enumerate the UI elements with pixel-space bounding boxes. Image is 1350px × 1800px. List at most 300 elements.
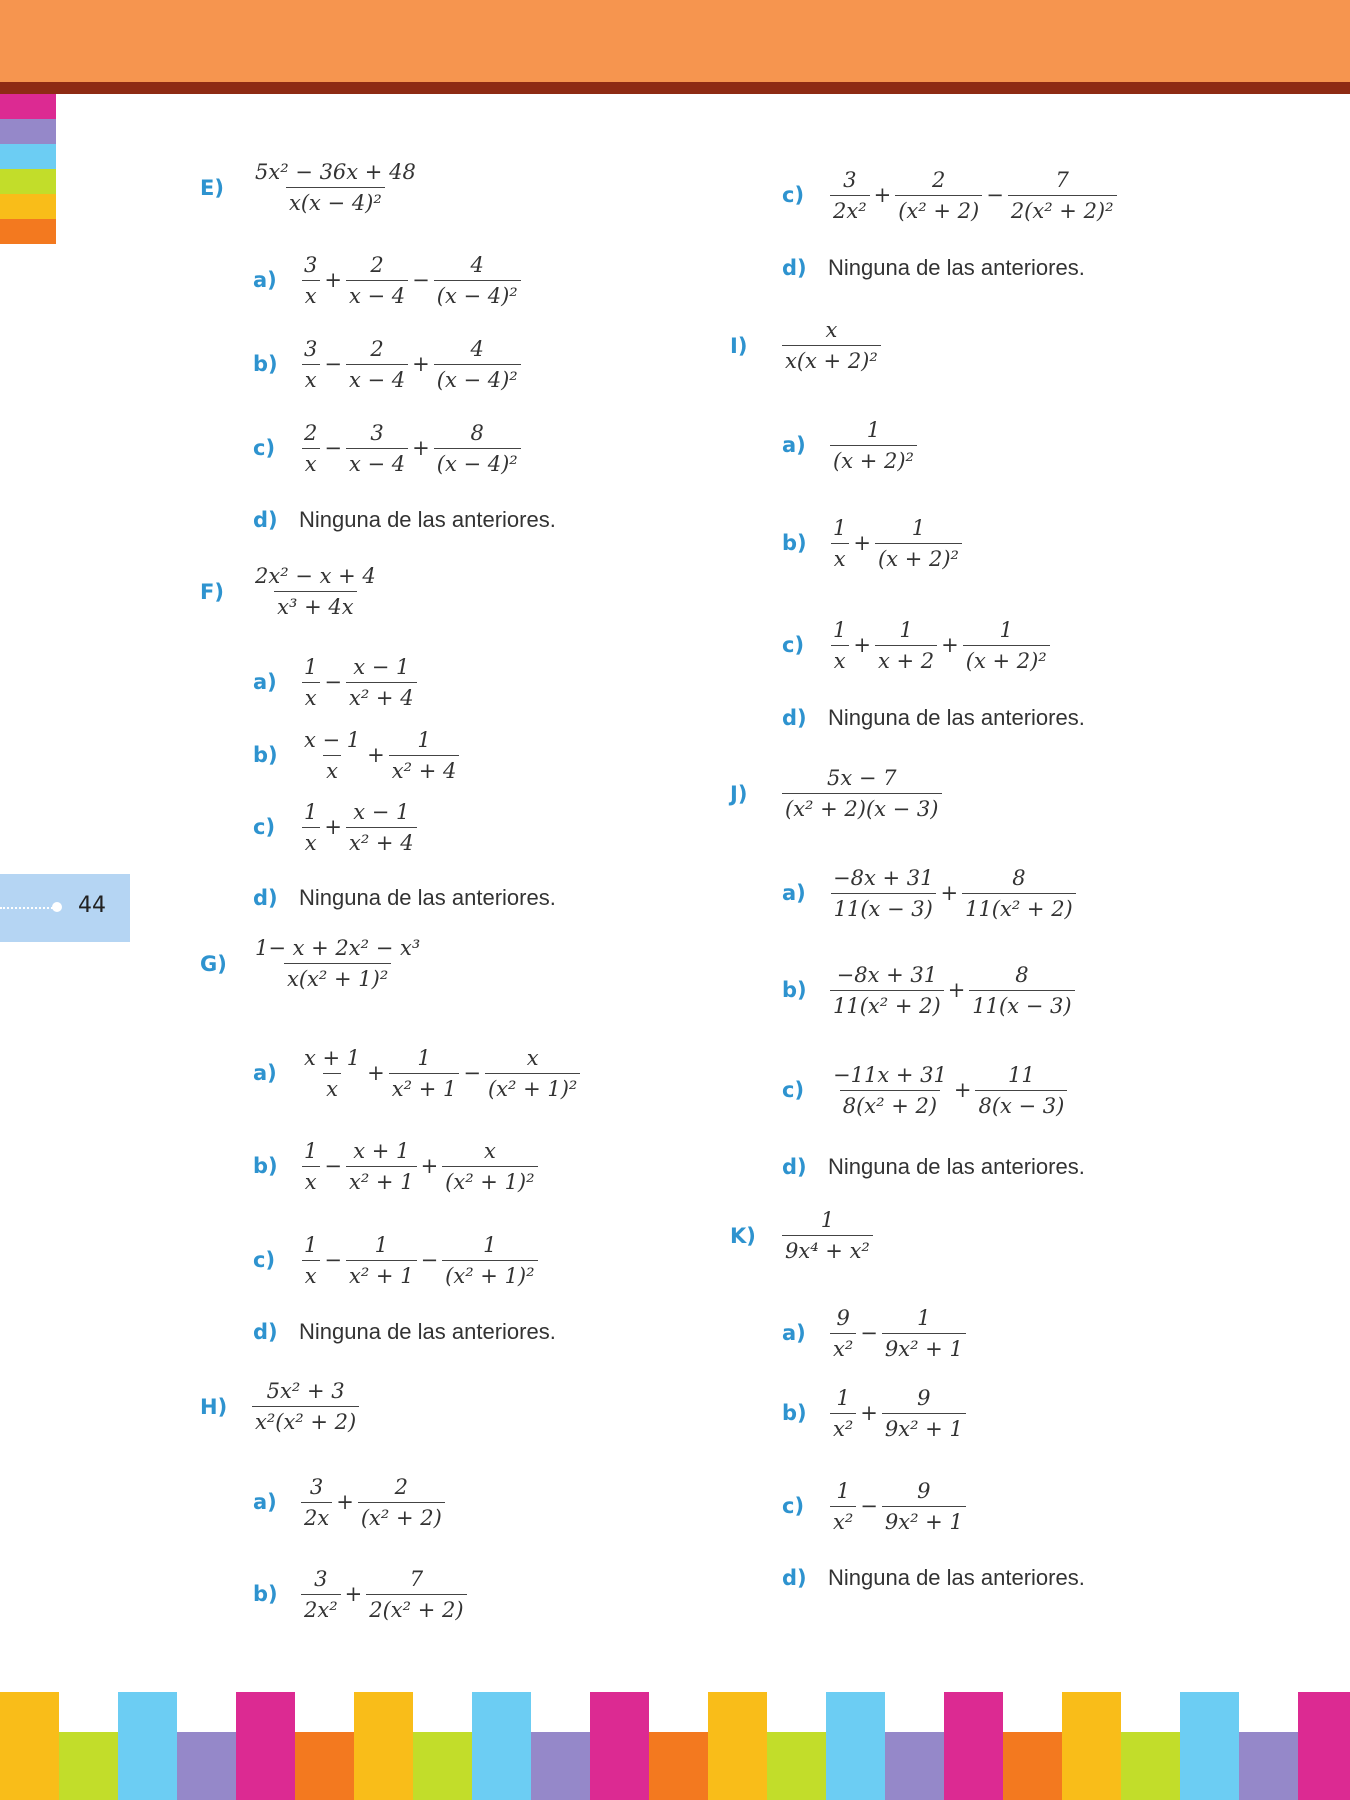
term-numerator: 3 — [304, 252, 318, 277]
option-expression — [299, 337, 523, 392]
term-numerator: x — [483, 1138, 496, 1163]
option-expression — [299, 655, 419, 710]
problem-numerator: 5x² + 3 — [266, 1379, 345, 1403]
operator: − — [324, 670, 342, 694]
option-label: d) — [253, 1320, 278, 1344]
option-label: d) — [253, 886, 278, 910]
term-denominator: (x + 2)² — [963, 645, 1050, 673]
option-label: a) — [782, 881, 806, 905]
problem-fraction — [252, 936, 423, 991]
term-numerator: 1 — [417, 727, 431, 752]
term-denominator: x — [302, 682, 320, 710]
option-expression — [299, 421, 523, 476]
term-numerator: 1 — [911, 515, 926, 540]
term-numerator: 1 — [483, 1232, 497, 1257]
operator: + — [336, 1490, 354, 1514]
term-numerator: 1 — [304, 1138, 318, 1163]
option-expression — [299, 800, 419, 855]
operator: + — [324, 268, 342, 292]
term-numerator: x + 1 — [304, 1045, 361, 1070]
term-fraction — [830, 516, 849, 571]
option-label: b) — [782, 531, 807, 555]
term-fraction — [346, 337, 408, 392]
option-label: b) — [253, 352, 278, 376]
operator: − — [420, 1248, 439, 1272]
stripe — [885, 1732, 944, 1800]
term-fraction — [830, 1306, 856, 1361]
stripe — [177, 1732, 236, 1800]
stripe — [708, 1692, 767, 1800]
term-fraction — [1008, 168, 1117, 223]
problem-label: I) — [730, 333, 748, 358]
stripe — [295, 1732, 354, 1800]
term-fraction — [389, 1046, 460, 1101]
option-d — [782, 234, 1085, 302]
problem-denominator: x(x − 4)² — [286, 187, 385, 215]
term-fraction — [882, 1306, 966, 1361]
term-denominator: 8(x² + 2) — [840, 1090, 940, 1118]
term-denominator: 2(x² + 2) — [366, 1594, 466, 1622]
term-numerator: 3 — [304, 336, 318, 361]
option-label: c) — [253, 1248, 276, 1272]
term-fraction — [963, 618, 1050, 673]
term-numerator: 9 — [917, 1478, 931, 1503]
option-a — [253, 246, 523, 314]
term-denominator: 2(x² + 2)² — [1008, 195, 1117, 223]
term-numerator: 3 — [370, 420, 384, 445]
option-text: Ninguna de las anteriores. — [828, 1565, 1085, 1590]
term-denominator: x — [831, 543, 849, 571]
option-text: Ninguna de las anteriores. — [828, 1154, 1085, 1179]
operator: − — [324, 436, 342, 460]
term-numerator: x − 1 — [304, 727, 361, 752]
operator: − — [986, 183, 1004, 207]
option-label: a) — [253, 670, 277, 694]
stripe — [531, 1732, 590, 1800]
problem-fraction — [782, 1208, 873, 1263]
option-expression — [828, 1479, 968, 1534]
option-d — [253, 1298, 556, 1366]
header-band — [0, 0, 1350, 82]
term-fraction — [830, 618, 849, 673]
term-denominator: x² + 1 — [346, 1260, 417, 1288]
option-c — [782, 161, 1119, 229]
term-numerator: 1 — [304, 654, 318, 679]
term-denominator: x + 2 — [875, 645, 937, 673]
term-fraction — [895, 168, 982, 223]
term-denominator: 11(x² + 2) — [962, 893, 1076, 921]
operator: − — [860, 1494, 878, 1518]
term-denominator: x — [302, 1166, 320, 1194]
problem-expression — [250, 160, 421, 215]
term-fraction — [485, 1046, 580, 1101]
term-numerator: 1 — [833, 515, 847, 540]
problem-label: F) — [200, 579, 224, 604]
problem-label: E) — [200, 175, 224, 200]
term-numerator: 8 — [1015, 962, 1029, 987]
term-fraction — [301, 337, 320, 392]
term-numerator: x − 1 — [353, 654, 410, 679]
term-numerator: x — [526, 1045, 539, 1070]
page-number-box — [0, 874, 130, 942]
term-denominator: x² — [830, 1506, 856, 1534]
term-fraction — [301, 800, 320, 855]
term-denominator: x² + 1 — [389, 1073, 460, 1101]
header-line — [0, 82, 1350, 94]
problem-label: G) — [200, 951, 227, 976]
option-b — [253, 330, 523, 398]
term-fraction — [389, 728, 460, 783]
option-d — [253, 486, 556, 554]
option-expression — [828, 963, 1077, 1018]
term-denominator: x — [831, 645, 849, 673]
stripe — [826, 1692, 885, 1800]
term-fraction — [301, 1475, 332, 1530]
problem-numerator: 5x² − 36x + 48 — [255, 160, 416, 184]
operator: + — [940, 881, 959, 905]
option-expression — [299, 1567, 469, 1622]
option-d — [782, 1544, 1085, 1612]
term-denominator: x² + 4 — [346, 682, 417, 710]
term-numerator: 8 — [1012, 865, 1026, 890]
option-a — [253, 1039, 582, 1107]
option-expression — [828, 516, 964, 571]
problem-label: K) — [730, 1223, 756, 1248]
term-numerator: 3 — [309, 1474, 324, 1499]
option-label: c) — [782, 1494, 805, 1518]
option-text: Ninguna de las anteriores. — [828, 255, 1085, 280]
operator: − — [463, 1061, 481, 1085]
term-fraction — [434, 337, 521, 392]
stripe — [944, 1692, 1003, 1800]
term-denominator: (x² + 2) — [358, 1502, 445, 1530]
option-expression — [828, 618, 1052, 673]
problem-expression — [250, 936, 425, 991]
operator: + — [873, 183, 892, 207]
option-label: b) — [253, 1582, 278, 1606]
option-b — [782, 1379, 968, 1447]
stripe — [649, 1732, 708, 1800]
term-numerator: 4 — [470, 252, 484, 277]
term-numerator: 1 — [999, 617, 1013, 642]
operator: + — [367, 743, 385, 767]
option-expression — [299, 1475, 447, 1530]
term-fraction — [346, 800, 417, 855]
term-denominator: 9x² + 1 — [882, 1506, 966, 1534]
stripe — [236, 1692, 295, 1800]
option-label: d) — [782, 256, 807, 280]
term-denominator: (x − 4)² — [434, 280, 521, 308]
term-fraction — [301, 1567, 341, 1622]
term-fraction — [366, 1567, 466, 1622]
term-fraction — [830, 418, 917, 473]
option-expression — [828, 168, 1119, 223]
option-expression — [299, 253, 523, 308]
problem-denominator: x²(x² + 2) — [252, 1406, 359, 1434]
option-label: c) — [253, 815, 276, 839]
term-fraction — [875, 516, 962, 571]
term-denominator: 2x² — [301, 1594, 341, 1622]
problem-g — [200, 936, 425, 991]
term-denominator: 11(x − 3) — [969, 990, 1074, 1018]
term-fraction — [830, 1063, 950, 1118]
leader-dot — [52, 902, 62, 912]
term-denominator: x − 4 — [346, 448, 408, 476]
stripe — [472, 1692, 531, 1800]
operator: − — [324, 1248, 342, 1272]
term-denominator: x — [302, 448, 320, 476]
term-fraction — [301, 253, 320, 308]
option-label: b) — [253, 1154, 278, 1178]
operator: + — [344, 1582, 363, 1606]
option-c — [253, 1226, 540, 1294]
operator: − — [324, 352, 342, 376]
problem-f — [200, 564, 381, 619]
option-a — [782, 1299, 968, 1367]
problem-numerator: 2x² − x + 4 — [255, 564, 376, 588]
term-fraction — [434, 253, 521, 308]
option-expression — [828, 418, 919, 473]
term-numerator: 7 — [1055, 167, 1069, 192]
option-label: b) — [253, 743, 278, 767]
problem-denominator: x³ + 4x — [274, 591, 356, 619]
option-expression — [828, 1306, 968, 1361]
term-denominator: x² — [830, 1413, 856, 1441]
stripe — [413, 1732, 472, 1800]
stripe — [59, 1732, 118, 1800]
option-b — [782, 509, 964, 577]
term-numerator: 8 — [470, 420, 484, 445]
term-numerator: 4 — [470, 336, 484, 361]
term-fraction — [975, 1063, 1067, 1118]
term-numerator: −8x + 31 — [836, 962, 938, 987]
problem-numerator: 5x − 7 — [826, 766, 897, 790]
problem-i — [730, 318, 883, 373]
term-denominator: (x − 4)² — [434, 364, 521, 392]
term-numerator: 2 — [304, 420, 318, 445]
operator: + — [941, 633, 959, 657]
term-fraction — [301, 421, 320, 476]
problem-denominator: x(x² + 1)² — [284, 963, 391, 991]
term-fraction — [301, 1046, 363, 1101]
term-numerator: x + 1 — [353, 1138, 410, 1163]
term-fraction — [442, 1233, 537, 1288]
problem-numerator: x — [825, 318, 838, 342]
operator: − — [860, 1321, 878, 1345]
problem-numerator: 1 — [820, 1208, 835, 1232]
term-numerator: 1 — [833, 617, 847, 642]
term-numerator: 1 — [866, 417, 881, 442]
term-denominator: x² + 4 — [346, 827, 417, 855]
problem-fraction — [252, 1379, 359, 1434]
term-fraction — [882, 1479, 966, 1534]
option-d — [782, 684, 1085, 752]
option-b — [253, 1132, 540, 1200]
term-numerator: 1 — [836, 1385, 850, 1410]
option-expression — [299, 1139, 540, 1194]
term-denominator: x — [302, 280, 320, 308]
term-denominator: (x² + 1)² — [442, 1260, 537, 1288]
term-numerator: −11x + 31 — [833, 1062, 947, 1087]
term-denominator: 2x² — [830, 195, 870, 223]
term-fraction — [875, 618, 937, 673]
term-fraction — [346, 1139, 417, 1194]
term-fraction — [830, 866, 936, 921]
option-c — [253, 793, 419, 861]
term-denominator: x − 4 — [346, 364, 408, 392]
problem-h — [200, 1379, 361, 1434]
term-numerator: 2 — [370, 336, 384, 361]
option-label: a) — [782, 1321, 806, 1345]
stripe — [1298, 1692, 1350, 1800]
option-text: Ninguna de las anteriores. — [299, 507, 556, 532]
problem-k — [730, 1208, 875, 1263]
problem-e — [200, 160, 421, 215]
option-label: a) — [253, 1490, 277, 1514]
term-numerator: 1 — [899, 617, 913, 642]
option-text: Ninguna de las anteriores. — [299, 885, 556, 910]
term-fraction — [962, 866, 1076, 921]
problem-fraction — [782, 318, 881, 373]
term-fraction — [301, 1233, 320, 1288]
term-numerator: 1 — [374, 1232, 388, 1257]
bottom-stripes — [0, 1692, 1350, 1800]
term-fraction — [346, 253, 408, 308]
problem-fraction — [252, 564, 379, 619]
option-label: b) — [782, 978, 807, 1002]
term-denominator: (x − 4)² — [434, 448, 521, 476]
problem-expression — [780, 318, 883, 373]
stripe — [118, 1692, 177, 1800]
term-fraction — [969, 963, 1074, 1018]
term-fraction — [830, 963, 944, 1018]
option-c — [782, 1472, 968, 1540]
option-expression — [299, 728, 461, 783]
problem-denominator: 9x⁴ + x² — [782, 1235, 873, 1263]
option-expression — [828, 866, 1078, 921]
term-denominator: x — [323, 755, 341, 783]
problem-denominator: (x² + 2)(x − 3) — [782, 793, 942, 821]
operator: − — [412, 268, 430, 292]
term-fraction — [830, 1386, 856, 1441]
option-label: d) — [782, 706, 807, 730]
term-denominator: x² + 1 — [346, 1166, 417, 1194]
option-label: a) — [253, 1061, 277, 1085]
problem-fraction — [782, 766, 942, 821]
option-text: Ninguna de las anteriores. — [828, 705, 1085, 730]
stripe — [354, 1692, 413, 1800]
option-d — [782, 1133, 1085, 1201]
option-label: d) — [253, 508, 278, 532]
term-denominator: 9x² + 1 — [882, 1413, 966, 1441]
option-d — [253, 864, 556, 932]
page-number: 44 — [78, 893, 106, 918]
term-numerator: x − 1 — [353, 799, 410, 824]
operator: + — [412, 352, 430, 376]
option-label: d) — [782, 1566, 807, 1590]
term-numerator: 9 — [836, 1305, 850, 1330]
term-numerator: −8x + 31 — [833, 865, 934, 890]
operator: + — [947, 978, 966, 1002]
option-label: c) — [782, 1078, 805, 1102]
term-numerator: 2 — [932, 167, 946, 192]
option-label: c) — [782, 183, 805, 207]
term-numerator: 1 — [304, 1232, 318, 1257]
term-fraction — [830, 1479, 856, 1534]
term-fraction — [301, 655, 320, 710]
operator: + — [853, 531, 871, 555]
term-numerator: 2 — [370, 252, 384, 277]
stripe — [1180, 1692, 1239, 1800]
option-label: c) — [253, 436, 276, 460]
option-a — [253, 1468, 447, 1536]
term-denominator: 11(x² + 2) — [830, 990, 944, 1018]
problem-expression — [250, 1379, 361, 1434]
term-denominator: x² — [830, 1333, 856, 1361]
term-numerator: 1 — [417, 1045, 431, 1070]
term-denominator: 2x — [301, 1502, 332, 1530]
problem-expression — [250, 564, 381, 619]
term-numerator: 1 — [304, 799, 318, 824]
operator: − — [324, 1154, 342, 1178]
term-denominator: (x² + 1)² — [485, 1073, 580, 1101]
term-denominator: (x² + 1)² — [442, 1166, 537, 1194]
term-fraction — [442, 1139, 537, 1194]
option-a — [782, 411, 919, 479]
term-fraction — [830, 168, 870, 223]
stripe — [1003, 1732, 1062, 1800]
option-b — [253, 721, 461, 789]
option-a — [253, 648, 419, 716]
operator: + — [367, 1061, 385, 1085]
problem-j — [730, 766, 944, 821]
term-fraction — [882, 1386, 966, 1441]
option-expression — [299, 1046, 582, 1101]
term-fraction — [301, 1139, 320, 1194]
problem-numerator: 1− x + 2x² − x³ — [255, 936, 421, 960]
option-b — [253, 1560, 469, 1628]
color-tabs — [0, 94, 56, 244]
operator: + — [324, 815, 342, 839]
option-label: a) — [782, 433, 806, 457]
stripe — [590, 1692, 649, 1800]
option-label: a) — [253, 268, 277, 292]
option-a — [782, 859, 1078, 927]
term-numerator: 7 — [409, 1566, 424, 1591]
term-denominator: (x² + 2) — [895, 195, 982, 223]
term-denominator: x — [323, 1073, 341, 1101]
term-numerator: 1 — [917, 1305, 931, 1330]
problem-fraction — [252, 160, 419, 215]
term-fraction — [346, 421, 408, 476]
term-numerator: 1 — [836, 1478, 850, 1503]
option-c — [782, 1056, 1069, 1124]
term-numerator: 2 — [394, 1474, 408, 1499]
term-fraction — [346, 1233, 417, 1288]
term-numerator: 11 — [1008, 1062, 1035, 1087]
term-numerator: 9 — [917, 1385, 931, 1410]
option-label: d) — [782, 1155, 807, 1179]
term-denominator: x — [302, 1260, 320, 1288]
operator: + — [412, 436, 430, 460]
stripe — [1121, 1732, 1180, 1800]
problem-label: H) — [200, 1394, 228, 1419]
problem-expression — [780, 766, 944, 821]
option-c — [253, 414, 523, 482]
option-expression — [828, 1063, 1069, 1118]
stripe — [0, 1692, 59, 1800]
option-text: Ninguna de las anteriores. — [299, 1319, 556, 1344]
